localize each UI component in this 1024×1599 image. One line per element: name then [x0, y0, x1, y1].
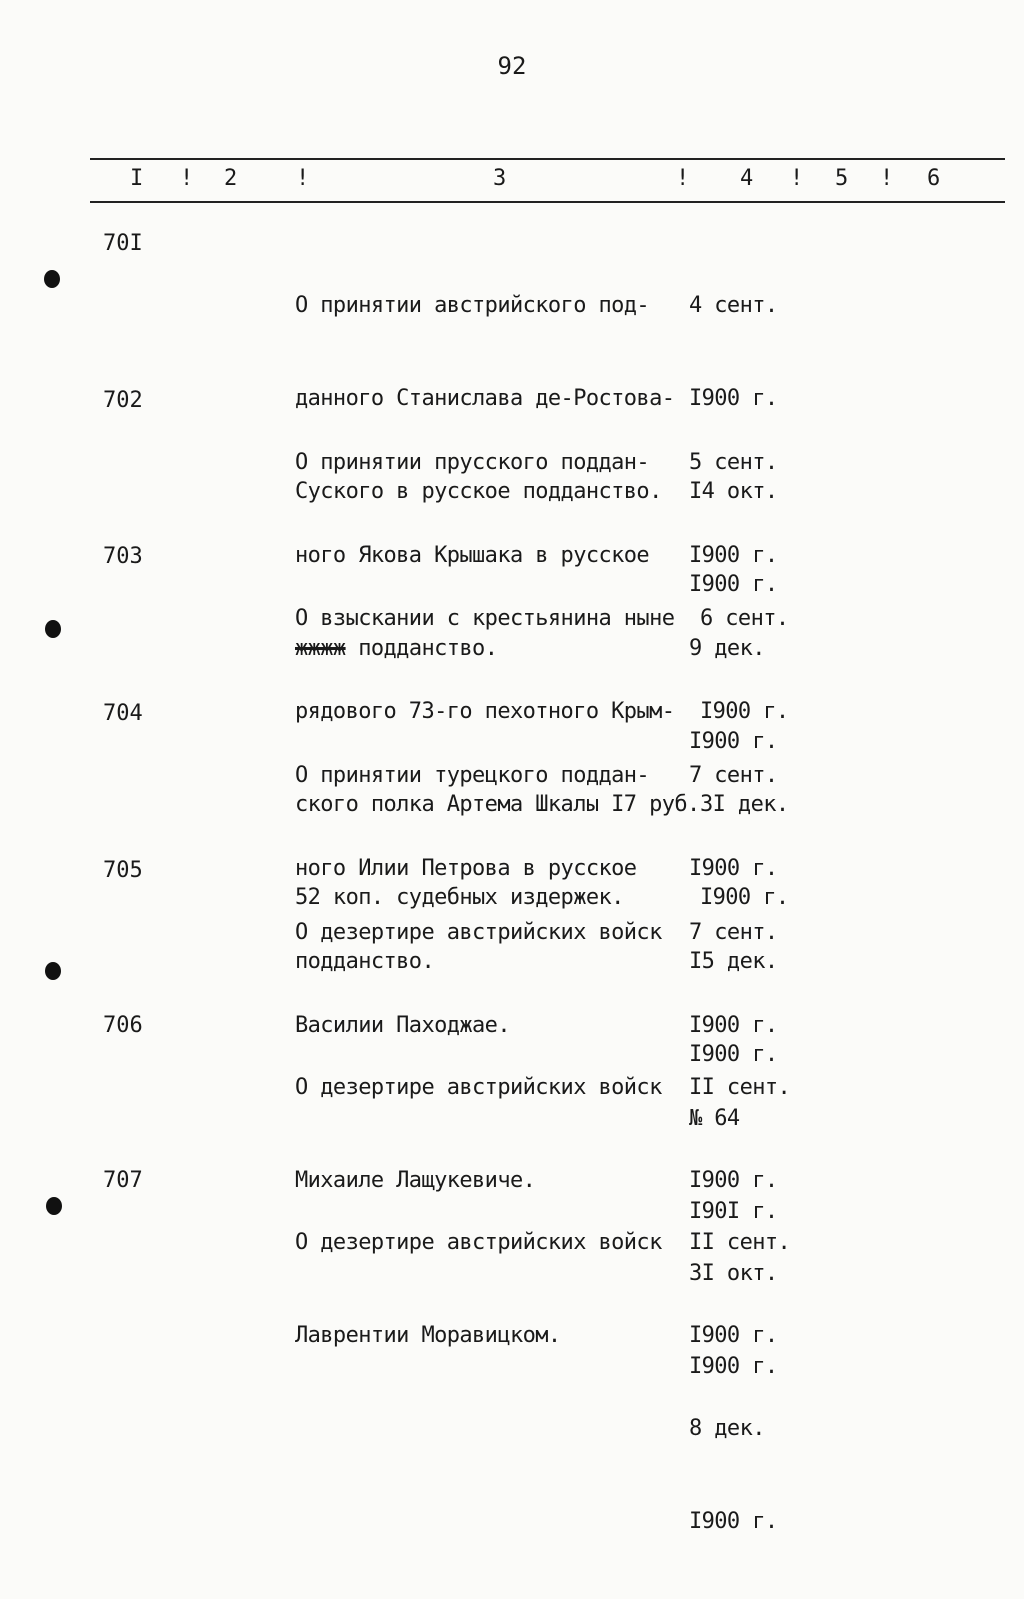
- record-dates: II сент. I900 г. 8 дек. I900 г.: [689, 1230, 791, 1534]
- header-col-3: 3: [493, 166, 507, 191]
- header-col-6: 6: [927, 166, 941, 191]
- header-separator: !: [790, 166, 804, 191]
- record-description: О принятии австрийского под- данного Станислава де-Ростова- Суского в русское подданство.: [295, 293, 675, 504]
- punch-hole-icon: [45, 962, 61, 980]
- record-dates: 7 сент. I900 г. № 64 I90I г.: [689, 920, 778, 1224]
- column-header-row: [90, 166, 1005, 196]
- record-description: О дезертире австрийских войск Лаврентии Моравицком.: [295, 1230, 662, 1348]
- record-dates: 5 сент. I900 г. 9 дек. I900 г.: [689, 450, 778, 754]
- header-col-5: 5: [835, 166, 849, 191]
- record-number: 703: [103, 544, 143, 569]
- header-top-rule: [90, 158, 1005, 160]
- record-description: О дезертире австрийских войск Михаиле Лащукевиче.: [295, 1075, 662, 1193]
- record-number: 702: [103, 388, 143, 413]
- record-number: 704: [103, 701, 143, 726]
- record-description: О принятии турецкого поддан- ного Илии Петрова в русское подданство.: [295, 763, 650, 974]
- header-separator: !: [880, 166, 894, 191]
- record-dates: 7 сент. I900 г. I5 дек. I900 г.: [689, 763, 778, 1067]
- header-col-2: 2: [224, 166, 238, 191]
- record-dates: 4 сент. I900 г. I4 окт. I900 г.: [689, 293, 778, 597]
- record-number: 706: [103, 1013, 143, 1038]
- record-description: О принятии прусского поддан- ного Якова Крышака в русское жжжж подданство.: [295, 450, 650, 661]
- record-number: 70I: [103, 231, 143, 256]
- punch-hole-icon: [46, 1197, 62, 1215]
- header-separator: !: [180, 166, 194, 191]
- header-separator: !: [676, 166, 690, 191]
- punch-hole-icon: [44, 270, 60, 288]
- page-number: 92: [497, 52, 527, 80]
- record-number: 707: [103, 1168, 143, 1193]
- header-bottom-rule: [90, 201, 1005, 203]
- record-dates: 6 сент. I900 г. 3I дек. I900 г.: [700, 606, 789, 910]
- header-col-4: 4: [740, 166, 754, 191]
- struck-out-text: жжжж: [295, 636, 346, 661]
- record-number: 705: [103, 858, 143, 883]
- record-dates: II сент. I900 г. 3I окт. I900 г.: [689, 1075, 791, 1379]
- header-col-1: I: [130, 166, 144, 191]
- header-separator: !: [296, 166, 310, 191]
- punch-hole-icon: [45, 620, 61, 638]
- record-description: О взыскании с крестьянина ныне рядового 73-го пехотного Крым- ского полка Артема Шкалы I7 руб. 52 коп. судебных издержек.: [295, 606, 700, 910]
- record-description: О дезертире австрийских войск Василии Паходжае.: [295, 920, 662, 1038]
